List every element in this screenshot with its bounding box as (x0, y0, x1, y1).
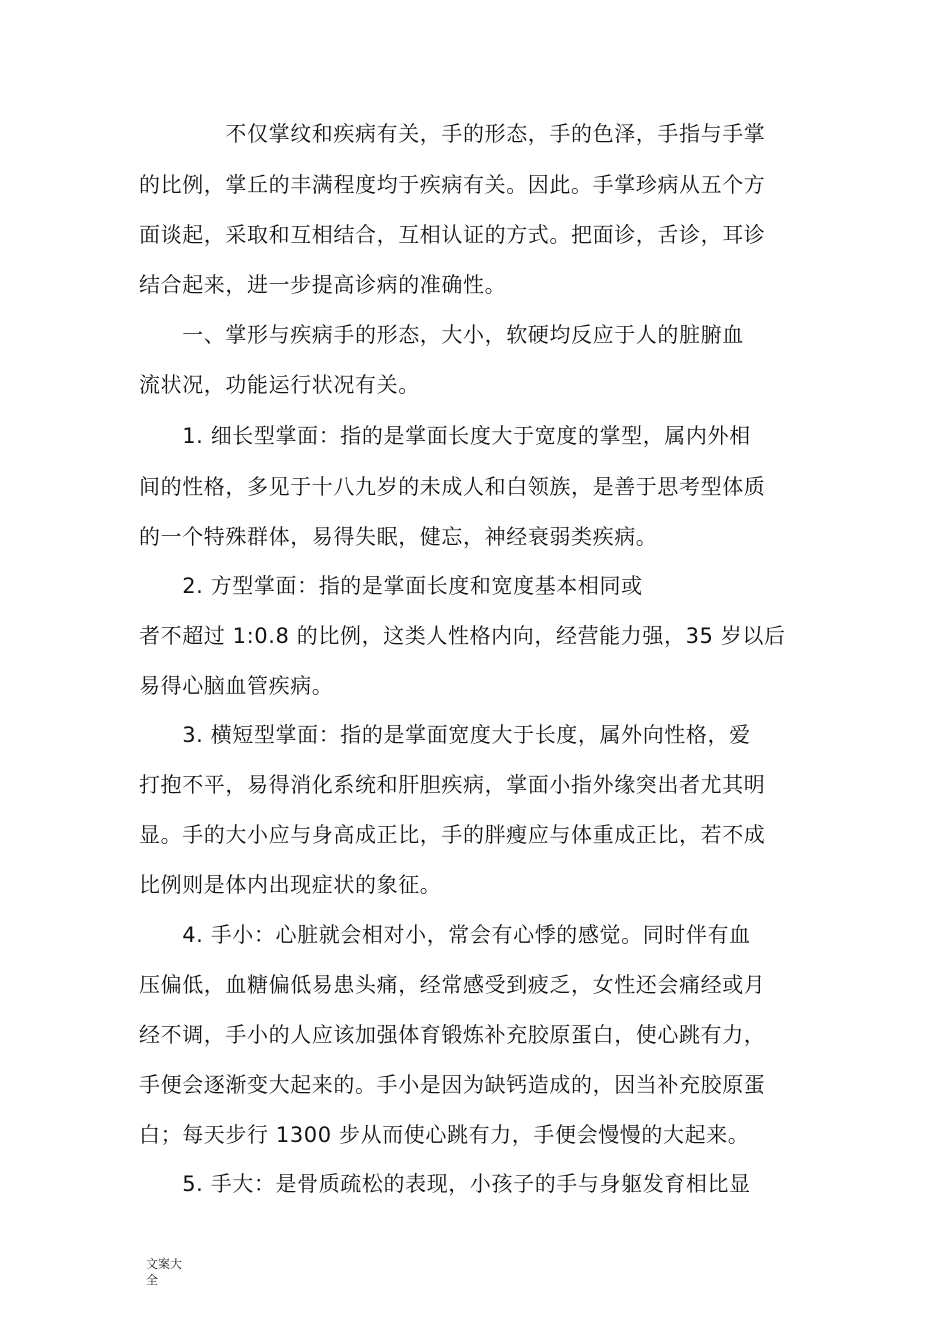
text-line: 压偏低，血糖偏低易患头痛，经常感受到疲乏，女性还会痛经或月 (139, 973, 766, 997)
text-line: 面谈起，采取和互相结合，互相认证的方式。把面诊，舌诊，耳诊 (139, 223, 766, 247)
text-line: 不仅掌纹和疾病有关，手的形态，手的色泽，手指与手掌 (139, 122, 766, 146)
text-line: 白；每天步行 1300 步从而使心跳有力，手便会慢慢的大起来。 (139, 1123, 750, 1147)
text-line: 的比例，掌丘的丰满程度均于疾病有关。因此。手掌珍病从五个方 (139, 173, 766, 197)
footer-line-1: 文案大 (146, 1257, 183, 1271)
text-line: 间的性格，多见于十八九岁的未成人和白领族，是善于思考型体质 (139, 475, 766, 499)
text-line: 显。手的大小应与身高成正比，手的胖瘦应与体重成正比，若不成 (139, 823, 766, 847)
text-line: 者不超过 1:0.8 的比例，这类人性格内向，经营能力强，35 岁以后 (139, 624, 786, 648)
text-line: 结合起来，进一步提高诊病的准确性。 (139, 273, 507, 297)
text-line: 的一个特殊群体，易得失眠，健忘，神经衰弱类疾病。 (139, 525, 658, 549)
footer-line-2: 全 (146, 1273, 159, 1287)
text-line: 一、掌形与疾病手的形态，大小，软硬均反应于人的脏腑血 (139, 323, 744, 347)
text-line: 比例则是体内出现症状的象征。 (139, 873, 442, 897)
text-line: 3. 横短型掌面：指的是掌面宽度大于长度，属外向性格，爱 (139, 723, 751, 747)
text-line: 手便会逐渐变大起来的。手小是因为缺钙造成的，因当补充胶原蛋 (139, 1073, 766, 1097)
text-line: 5. 手大：是骨质疏松的表现，小孩子的手与身躯发育相比显 (139, 1172, 751, 1196)
text-line: 经不调，手小的人应该加强体育锻炼补充胶原蛋白，使心跳有力， (139, 1023, 766, 1047)
text-line: 4. 手小：心脏就会相对小，常会有心悸的感觉。同时伴有血 (139, 923, 751, 947)
text-line: 1. 细长型掌面：指的是掌面长度大于宽度的掌型，属内外相 (139, 424, 751, 448)
text-line: 易得心脑血管疾病。 (139, 674, 334, 698)
text-line: 打抱不平，易得消化系统和肝胆疾病，掌面小指外缘突出者尤其明 (139, 773, 766, 797)
footer-label (146, 1256, 206, 1288)
text-line: 流状况，功能运行状况有关。 (139, 373, 420, 397)
text-line: 2. 方型掌面：指的是掌面长度和宽度基本相同或 (139, 574, 643, 598)
